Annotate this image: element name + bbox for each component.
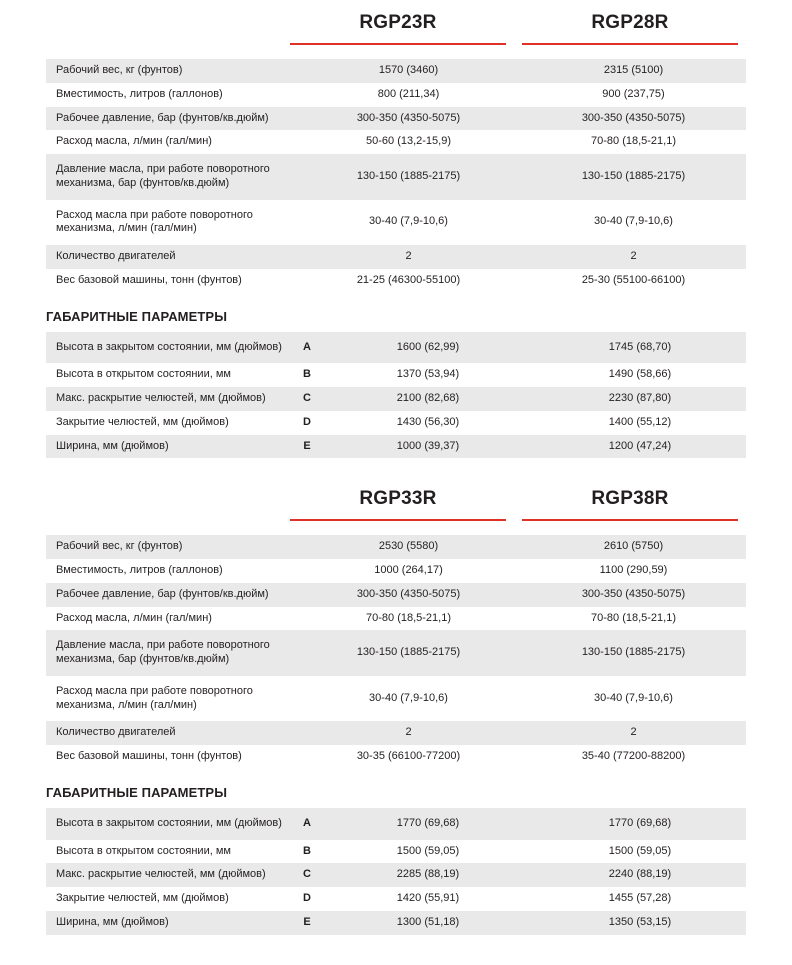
- spec-block: [0, 488, 792, 964]
- row-value: 130-150 (1885-2175): [521, 630, 746, 676]
- model-name: RGP28R: [591, 12, 669, 33]
- row-value: 1420 (55,91): [322, 887, 534, 911]
- table-row: [46, 107, 746, 131]
- model-header-spacer: [46, 12, 282, 45]
- row-label: Давление масла, при работе поворотного механизма, бар (фунтов/кв.дюйм): [46, 154, 296, 200]
- table-row: [46, 411, 746, 435]
- row-value: 2530 (5580): [296, 535, 521, 559]
- table-row: [46, 630, 746, 676]
- row-value: 30-40 (7,9-10,6): [296, 200, 521, 246]
- row-value: 1100 (290,59): [521, 559, 746, 583]
- table-row: [46, 535, 746, 559]
- row-value: 1770 (69,68): [322, 808, 534, 840]
- dimension-letter: B: [296, 840, 322, 864]
- row-value: 70-80 (18,5-21,1): [296, 607, 521, 631]
- row-label: Закрытие челюстей, мм (дюймов): [46, 411, 296, 435]
- row-value: 130-150 (1885-2175): [296, 630, 521, 676]
- row-value: 1745 (68,70): [534, 332, 746, 364]
- row-value: 1200 (47,24): [534, 435, 746, 459]
- table-row: [46, 887, 746, 911]
- row-value: 800 (211,34): [296, 83, 521, 107]
- row-value: 1500 (59,05): [322, 840, 534, 864]
- table-row: [46, 387, 746, 411]
- section-title: ГАБАРИТНЫЕ ПАРАМЕТРЫ: [46, 308, 228, 324]
- table-row: [46, 911, 746, 935]
- row-value: 1350 (53,15): [534, 911, 746, 935]
- table-row: [46, 676, 746, 722]
- table-row: [46, 130, 746, 154]
- row-value: 1600 (62,99): [322, 332, 534, 364]
- header-table-gap: [0, 521, 792, 535]
- row-value: 35-40 (77200-88200): [521, 745, 746, 769]
- dimension-letter: E: [296, 435, 322, 459]
- row-label: Расход масла, л/мин (гал/мин): [46, 607, 296, 631]
- row-value: 900 (237,75): [521, 83, 746, 107]
- table-row: [46, 435, 746, 459]
- table-row: [46, 607, 746, 631]
- model-underline: [290, 519, 506, 521]
- row-value: 300-350 (4350-5075): [296, 107, 521, 131]
- row-value: 2230 (87,80): [534, 387, 746, 411]
- row-value: 2100 (82,68): [322, 387, 534, 411]
- table-row: [46, 59, 746, 83]
- row-label: Рабочее давление, бар (фунтов/кв.дюйм): [46, 107, 296, 131]
- dimensions-table: [46, 332, 746, 459]
- row-label: Рабочее давление, бар (фунтов/кв.дюйм): [46, 583, 296, 607]
- row-label: Вместимость, литров (галлонов): [46, 83, 296, 107]
- model-underline: [522, 43, 738, 45]
- table-row: [46, 200, 746, 246]
- row-value: 1770 (69,68): [534, 808, 746, 840]
- dimension-letter: D: [296, 887, 322, 911]
- row-value: 30-40 (7,9-10,6): [296, 676, 521, 722]
- row-label: Рабочий вес, кг (фунтов): [46, 535, 296, 559]
- model-name: RGP33R: [359, 488, 437, 510]
- row-value: 2610 (5750): [521, 535, 746, 559]
- dimension-letter: A: [296, 332, 322, 364]
- row-value: 2285 (88,19): [322, 863, 534, 887]
- row-value: 130-150 (1885-2175): [521, 154, 746, 200]
- model-header: [0, 6, 792, 45]
- table-row: [46, 745, 746, 769]
- row-label: Высота в закрытом состоянии, мм (дюймов): [46, 808, 296, 840]
- row-value: 1455 (57,28): [534, 887, 746, 911]
- row-label: Высота в закрытом состоянии, мм (дюймов): [46, 332, 296, 364]
- model-name: RGP38R: [591, 488, 669, 510]
- row-value: 1430 (56,30): [322, 411, 534, 435]
- table-row: [46, 583, 746, 607]
- row-value: 2: [296, 245, 521, 269]
- row-value: 21-25 (46300-55100): [296, 269, 521, 293]
- row-value: 1000 (39,37): [322, 435, 534, 459]
- row-value: 2: [521, 245, 746, 269]
- dimensions-table: [46, 808, 746, 935]
- model-underline: [522, 519, 738, 521]
- row-value: 1400 (55,12): [534, 411, 746, 435]
- table-row: [46, 721, 746, 745]
- specs-table: [46, 59, 746, 293]
- model-column-header: [282, 12, 514, 45]
- row-value: 2240 (88,19): [534, 863, 746, 887]
- row-label: Количество двигателей: [46, 245, 296, 269]
- model-column-header: [514, 12, 746, 45]
- row-label: Количество двигателей: [46, 721, 296, 745]
- table-row: [46, 245, 746, 269]
- section-title: ГАБАРИТНЫЕ ПАРАМЕТРЫ: [46, 784, 228, 800]
- row-value: 1300 (51,18): [322, 911, 534, 935]
- model-column-header: [514, 488, 746, 521]
- row-label: Вместимость, литров (галлонов): [46, 559, 296, 583]
- table-row: [46, 332, 746, 364]
- row-label: Вес базовой машины, тонн (фунтов): [46, 745, 296, 769]
- row-label: Макс. раскрытие челюстей, мм (дюймов): [46, 863, 296, 887]
- table-row: [46, 808, 746, 840]
- row-label: Вес базовой машины, тонн (фунтов): [46, 269, 296, 293]
- header-table-gap: [0, 45, 792, 59]
- table-row: [46, 840, 746, 864]
- model-header-spacer: [46, 488, 282, 521]
- row-value: 30-40 (7,9-10,6): [521, 676, 746, 722]
- row-value: 50-60 (13,2-15,9): [296, 130, 521, 154]
- row-label: Расход масла, л/мин (гал/мин): [46, 130, 296, 154]
- row-label: Макс. раскрытие челюстей, мм (дюймов): [46, 387, 296, 411]
- row-value: 2: [296, 721, 521, 745]
- row-label: Рабочий вес, кг (фунтов): [46, 59, 296, 83]
- table-row: [46, 269, 746, 293]
- row-label: Ширина, мм (дюймов): [46, 435, 296, 459]
- block-gap: [0, 935, 792, 965]
- row-value: 1000 (264,17): [296, 559, 521, 583]
- row-value: 70-80 (18,5-21,1): [521, 130, 746, 154]
- spec-block: [0, 6, 792, 488]
- dimension-letter: E: [296, 911, 322, 935]
- model-header: [0, 488, 792, 521]
- specs-table: [46, 535, 746, 769]
- row-value: 2: [521, 721, 746, 745]
- dimension-letter: A: [296, 808, 322, 840]
- table-row: [46, 863, 746, 887]
- model-underline: [290, 43, 506, 45]
- row-value: 300-350 (4350-5075): [296, 583, 521, 607]
- row-value: 300-350 (4350-5075): [521, 583, 746, 607]
- row-value: 2315 (5100): [521, 59, 746, 83]
- row-value: 1570 (3460): [296, 59, 521, 83]
- row-value: 25-30 (55100-66100): [521, 269, 746, 293]
- dimension-letter: C: [296, 387, 322, 411]
- dimension-letter: C: [296, 863, 322, 887]
- table-row: [46, 154, 746, 200]
- spec-blocks-container: [0, 6, 792, 965]
- dimension-letter: D: [296, 411, 322, 435]
- row-label: Высота в открытом состоянии, мм: [46, 363, 296, 387]
- table-row: [46, 83, 746, 107]
- table-row: [46, 363, 746, 387]
- row-value: 30-40 (7,9-10,6): [521, 200, 746, 246]
- model-column-header: [282, 488, 514, 521]
- row-value: 1490 (58,66): [534, 363, 746, 387]
- table-row: [46, 559, 746, 583]
- row-label: Давление масла, при работе поворотного механизма, бар (фунтов/кв.дюйм): [46, 630, 296, 676]
- row-label: Закрытие челюстей, мм (дюймов): [46, 887, 296, 911]
- row-label: Расход масла при работе поворотного механизма, л/мин (гал/мин): [46, 676, 296, 722]
- row-label: Высота в открытом состоянии, мм: [46, 840, 296, 864]
- row-value: 70-80 (18,5-21,1): [521, 607, 746, 631]
- model-name: RGP23R: [359, 12, 437, 33]
- row-value: 130-150 (1885-2175): [296, 154, 521, 200]
- row-value: 300-350 (4350-5075): [521, 107, 746, 131]
- row-value: 30-35 (66100-77200): [296, 745, 521, 769]
- row-value: 1370 (53,94): [322, 363, 534, 387]
- block-gap: [0, 458, 792, 488]
- row-label: Расход масла при работе поворотного механизма, л/мин (гал/мин): [46, 200, 296, 246]
- dimension-letter: B: [296, 363, 322, 387]
- row-value: 1500 (59,05): [534, 840, 746, 864]
- row-label: Ширина, мм (дюймов): [46, 911, 296, 935]
